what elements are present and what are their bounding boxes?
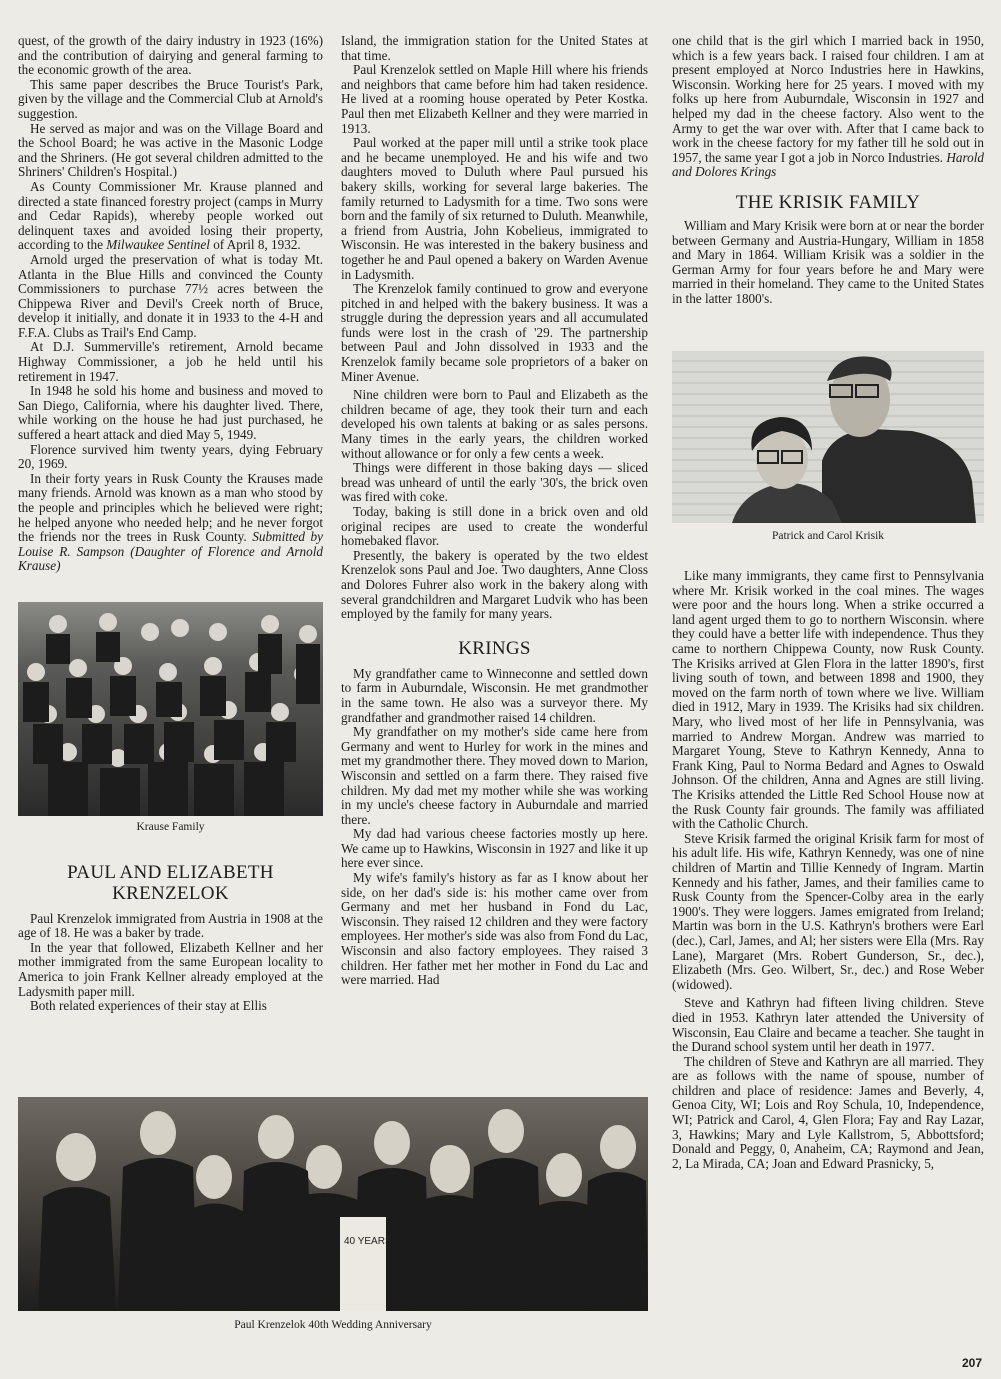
paragraph: At D.J. Summerville's retirement, Arnold became Highway Commissioner, a job he held until his retirement in 1947. (18, 339, 323, 384)
section-heading: THE KRISIK FAMILY (735, 191, 921, 213)
patrick-carol-krisik-photo (672, 351, 984, 523)
paragraph: Like many immigrants, they came first to Pennsylvania where Mr. Krisik worked in the coal mines. The wages were poor and the hours long. When a strike occurred a land agent urged them to go to northern Wisconsin. where they could have a better life with independence. Thus they came to northern Chippewa County, now Rusk County. The Krisiks arrived at Glen Flora in the latter 1890's, first living south of town, and between 1898 and 1900, they moved on the farm north of town where we live. William died in 1912, Mary in 1939. The Krisiks had six children. Mary, who lived most of her life in Pennsylvania, was married to Andrew Morgan. Andrew was married to Margaret Young, Steve to Kathryn Kennedy, Anna to Frank King, Paul to Norma Bedard and Agnes to Oswald Johnson. Of the children, Anna and Agnes are still living. The Krisiks attended the Little Red School House now at the Rusk County fair grounds. The family was affiliated with the Catholic Church. (672, 568, 984, 832)
paragraph: Presently, the bakery is operated by the two eldest Krenzelok sons Paul and Joe. Two daughters, Anne Closs and Dolores Fuhrer also work in the bakery along with several grandchildren and Margaret Ludvik who has been employed by the family for many years. (341, 547, 648, 622)
paragraph-text: In their forty years in Rusk County the Krauses made many friends. Arnold was known as a man who stood by the people and principles which he believed were right; he helped anyone who needed help; and he never forgot the friends nor the trees in Rusk County. (18, 470, 323, 545)
photo-caption: Patrick and Carol Krisik (771, 529, 885, 542)
paragraph: He served as major and was on the Village Board and the School Board; he was active in the Masonic Lodge and the Shriners. (He got several children admitted to the Shriners' Children's Hospital.) (18, 120, 323, 180)
anniversary-photo-figures (18, 1097, 648, 1311)
paragraph: William and Mary Krisik were born at or near the border between Germany and Austria-Hungary, William in 1858 and Mary in 1864. William Krisik was a soldier in the German Army for four years before he and Mary were married in their homeland. They came to the United States in the latter 1800's. (672, 217, 984, 306)
paragraph (672, 34, 984, 180)
photo-caption: Krause Family (136, 820, 205, 833)
krause-photo-figure (18, 602, 323, 835)
page-number: 207 (961, 1356, 982, 1370)
photo-caption: Paul Krenzelok 40th Wedding Anniversary (234, 1319, 432, 1331)
paragraph: Florence survived him twenty years, dying February 20, 1969. (18, 441, 323, 472)
cake-text: 40 YEARS (344, 1236, 392, 1247)
krisik-photo-figures (672, 351, 984, 523)
paragraph: Arnold urged the preservation of what is today Mt. Atlanta in the Blue Hills and convinced the County Commissioners to purchase 77½ acres between the Chippewa River and Devil's Creek north of Bruce, develop it initially, and donate it in 1933 to the 4-H and F.F.A. Clubs as Trail's End Camp. (18, 251, 323, 340)
column-2 (341, 34, 648, 988)
paragraph-text: As County Commissioner Mr. Krause planned and directed a state financed forestry project (camps in Murry and Cedar Rapids), whereby people worked out delinquent taxes and avoided losing their property, according to the (18, 178, 323, 253)
signature: Submitted by Louise R. Sampson (Daughter of Florence and Arnold Krause) (18, 529, 323, 574)
paragraph: My wife's family's history as far as I know about her side, on her dad's side is: his mother came over from Germany and met her husband in Fond du Lac, Wisconsin. They raised 12 children and they were factory employees. Her mother's side was also from Fond du Lac, Wisconsin and also factory employees. They raised 3 children. Her father met her mother in Fond du Lac and were married. Had (341, 870, 648, 988)
paragraph: The children of Steve and Kathryn are all married. They are as follows with the name of spouse, number of children and place of residence: James and Beverly, 4, Genoa City, WI; Lois and Roy Schula, 10, Independence, WI; Patrick and Carol, 4, Glen Flora; Fay and Ray Lazar, 3, Hawkins; Mary and Lyle Kallstrom, 5, Abbottsford; Donald and Peggy, 0, Anaheim, CA; Raymond and Jean, 2, La Mirada, CA; Joan and Edward Prasnicky, 5, (672, 1053, 984, 1171)
paragraph: Today, baking is still done in a brick oven and old original recipes are used to create the wonderful homebaked flavor. (341, 504, 648, 549)
paragraph: Nine children were born to Paul and Elizabeth as the children became of age, they took their turn and each developed his own talents at baking or as sales persons. Many times in the early years, the children worked without allowance or for only a few cents a week. (341, 387, 648, 461)
paragraph: This same paper describes the Bruce Tourist's Park, given by the village and the Commercial Club at Arnold's suggestion. (18, 76, 323, 121)
paragraph: In 1948 he sold his home and business and moved to San Diego, California, where his daughter lived. There, while working on the house he had just purchased, he suffered a heart attack and died May 5, 1949. (18, 383, 323, 443)
paragraph: My grandfather on my mother's side came here from Germany and went to Hurley for work in the mines and met my grandmother there. They moved down to Marion, Wisconsin and settled on a farm there. They raised five children. My dad met my mother while she was working in my uncle's cheese factory in Auburndale and married there. (341, 724, 648, 827)
paragraph: quest, of the growth of the dairy industry in 1923 (16%) and the contribution of dairying and general farming to the economic growth of the area. (18, 33, 323, 78)
paragraph (18, 472, 323, 574)
paragraph-text: one child that is the girl which I married back in 1950, which is a few years back. I raised four children. I am at present employed at Norco Industries here in Hawkins, Wisconsin. Working here for 25 years. I moved with my folks up here from Auburndale, Wisconsin in 1927 and helped my dad in the cheese factory. Also went to the Army to get the war over with. After that I came back to work in the cheese factory for my father till he sold out in 1957, the same year I got a job in Norco Industries. (672, 33, 984, 165)
krenzelok-anniversary-photo (18, 1097, 648, 1311)
paragraph: Paul Krenzelok settled on Maple Hill where his friends and neighbors that came before him had taken residence. He lived at a rooming house operated by Peter Kostka. Paul then met Elizabeth Kellner and they were married in 1913. (341, 62, 648, 136)
paragraph: Things were different in those baking days — sliced bread was unheard of until the early '30's, the brick oven was fired with coke. (341, 460, 648, 505)
paragraph: Island, the immigration station for the United States at that time. (341, 33, 648, 63)
paragraph: The Krenzelok family continued to grow and everyone pitched in and helped with the bakery business. It was a struggle during the depression years and all accumulated funds were lost in the crash of '29. The partnership between Paul and John dissolved in 1933 and the Krenzelok family became sole proprietors of a baker on Miner Avenue. (341, 281, 648, 384)
paragraph (18, 180, 323, 253)
column-3 (672, 34, 984, 1171)
paragraph: My dad had various cheese factories mostly up here. We came up to Hawkins, Wisconsin in 1927 and like it up here ever since. (341, 826, 648, 871)
krisik-photo-figure (672, 351, 984, 544)
column-1 (18, 34, 323, 1014)
paragraph: Steve Krisik farmed the original Krisik farm for most of his adult life. His wife, Kathryn Kennedy, was one of nine children of Martin and Tillie Kennedy of Ingram. Martin Kennedy and his father, James, and their families came to Rusk County from the Spencer-Colby area in the early 1900's. They were loggers. James emigrated from Ireland; Martin was born in the U.S. Kathryn's brothers were Earl (dec.), Carl, James, and Al; her sisters were Ella (Mrs. Ray Lane), Margaret (Mrs. Robert Gunderson, Sr., dec.), Elizabeth (Mrs. Geo. Wilbert, Sr., dec.) and Rose Weber (widowed). (672, 830, 984, 992)
paragraph: In the year that followed, Elizabeth Kellner and her mother immigrated from the same European locality to America to join Frank Kellner already employed at the Ladysmith paper mill. (18, 939, 323, 999)
paragraph: My grandfather came to Winneconne and settled down to farm in Auburndale, Wisconsin. He met grandmother in the same town. He also was a surveyor there. My grandfather and grandmother raised 14 children. (341, 665, 648, 725)
paragraph: Paul worked at the paper mill until a strike took place and he became unemployed. He and his wife and two daughters moved to Duluth where Paul pursued his bakery skills, working for several large bakeries. The family returned to Ladysmith for a time. Two sons were born and the family of six returned to Duluth. Meanwhile, a friend from Austria, John Kobelieus, immigrated to Wisconsin. He was interested in the bakery business and together he and Paul opened a bakery on Warden Avenue in Ladysmith. (341, 135, 648, 282)
anniversary-photo-figure (18, 1097, 648, 1331)
paragraph: Steve and Kathryn had fifteen living children. Steve died in 1953. Kathryn later attended the University of Wisconsin, Eau Claire and became a teacher. She taught in the Durand school system until her death in 1977. (672, 995, 984, 1055)
newspaper-title: Milwaukee Sentinel (106, 237, 210, 253)
paragraph: Both related experiences of their stay at Ellis (30, 998, 267, 1014)
signature: Harold and Dolores Krings (672, 149, 985, 180)
paragraph: Paul Krenzelok immigrated from Austria in 1908 at the age of 18. He was a baker by trade. (18, 910, 323, 941)
section-heading: KRINGS (458, 637, 531, 659)
krause-family-photo (18, 602, 323, 816)
section-heading: PAUL AND ELIZABETH KRENZELOK (67, 861, 274, 904)
krause-photo-figures (18, 602, 323, 816)
newspaper-date: of April 8, 1932. (209, 237, 301, 253)
